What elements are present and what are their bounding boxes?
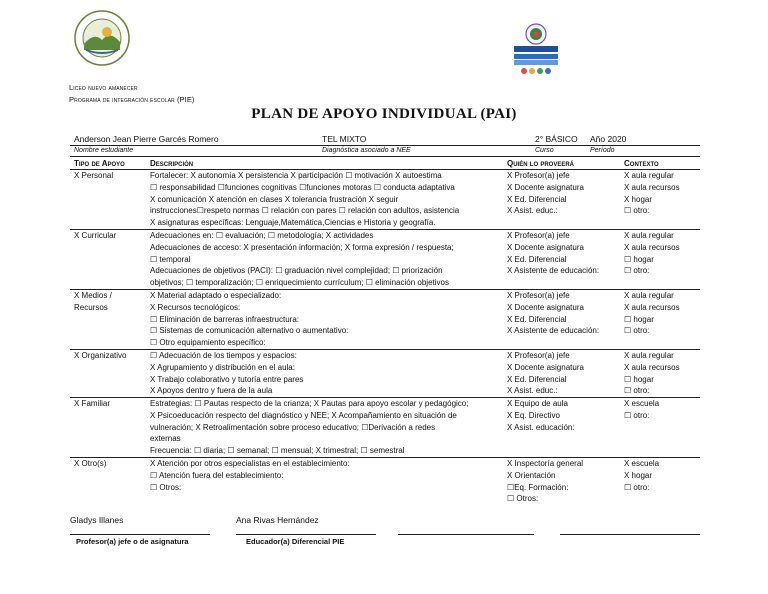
page-title: PLAN DE APOYO INDIVIDUAL (PAI) [251, 106, 517, 122]
row-context: X aula regular X aula recursos ☐ hogar ☐ otro: [624, 351, 680, 396]
school-name: Liceo nuevo amanecer [69, 83, 138, 92]
row-type: X Otro(s) [74, 459, 107, 468]
row-provider: X Equipo de aula X Eq. Directivo X Asist. educación: [507, 399, 575, 432]
row-context: X aula regular X aula recursos X hogar ☐ otro: [624, 171, 680, 216]
row-provider: X Profesor(a) jefe X Docente asignatura X Ed. Diferencial X Asistente de educación: [507, 231, 600, 276]
row-provider: X Profesor(a) jefe X Docente asignatura X Ed. Diferencial X Asist. educ.: [507, 171, 584, 216]
row-description: X Material adaptado o especializado: X Recursos tecnológicos: ☐ Eliminación de barreras infraestructura: ☐ Sistemas de comunicación alternativo o aumentativo: ☐ Otro equipamiento específico: [150, 291, 349, 348]
row-type: X Medios / Recursos [74, 291, 112, 312]
row-type: X Personal [74, 171, 114, 180]
row-context: X aula regular X aula recursos ☐ hogar ☐ otro: [624, 231, 680, 276]
signature-role-teacher: Profesor(a) jefe o de asignatura [76, 537, 189, 546]
student-name-label: Nombre estudiante [74, 147, 134, 154]
row-context: X escuela ☐ otro: [624, 399, 660, 420]
school-seal-logo [74, 10, 130, 66]
col-header-description: Descripción [150, 159, 194, 168]
signature-name-educator: Ana Rivas Hernández [236, 515, 319, 525]
course-label: Curso [535, 147, 554, 154]
comudef-logo-icon [508, 22, 564, 78]
row-description: Estrategias: ☐ Pautas respecto de la crianza; X Pautas para apoyo escolar y pedagógico; X Psicoeducación respecto del diagnóstico y NEE; X Acompañamiento en situación de vulneración; X Retroalimentación sobre proceso educativo; ☐Derivación a redes externas Frecuencia: ☐ diaria; ☐ semanal; ☐ mensual; X trimestral; ☐ semestral [150, 399, 469, 456]
signature-role-educator: Educador(a) Diferencial PIE [246, 537, 345, 546]
col-header-provider: Quién lo proveerá [507, 159, 575, 168]
signature-name-teacher: Gladys Illanes [70, 515, 124, 525]
row-provider: X Inspectoría general X Orientación ☐Eq. Formación: ☐ Otros: [507, 459, 584, 504]
row-description: ☐ Adecuación de los tiempos y espacios: X Agrupamiento y distribución en el aula: X Trabajo colaborativo y tutoría entre pares X Apoyos dentro y fuera de la aula [150, 351, 304, 396]
row-context: X escuela X hogar ☐ otro: [624, 459, 660, 492]
comudef-logo [508, 22, 564, 78]
row-type: X Familiar [74, 399, 111, 408]
period-value: Año 2020 [590, 134, 627, 144]
row-description: X Atención por otros especialistas en el establecimiento: ☐ Atención fuera del establecimiento: ☐ Otros: [150, 459, 350, 492]
diagnosis-label: Diagnóstica asociado a NEE [322, 147, 411, 154]
course-value: 2° BÁSICO [535, 134, 578, 144]
row-type: X Curricular [74, 231, 117, 240]
school-seal-icon [74, 10, 130, 66]
student-name: Anderson Jean Pierre Garcés Romero [74, 134, 219, 144]
row-provider: X Profesor(a) jefe X Docente asignatura X Ed. Diferencial X Asist. educ.: [507, 351, 584, 396]
col-header-type: Tipo de Apoyo [74, 159, 125, 168]
col-header-context: Contexto [624, 159, 659, 168]
period-label: Período [590, 147, 615, 154]
row-description: Fortalecer: X autonomía X persistencia X participación ☐ motivación X autoestima ☐ responsabilidad ☐funciones cognitivas ☐funciones motoras ☐ conducta adaptativa X comunicación X atención en clases X tolerancia frustración X seguir instrucciones☐respeto normas ☐ relación con pares ☐ relación con adultos, asistencia X asignaturas específicas: Lenguaje,Matemática,Ciencias e Historia y geografía. [150, 171, 460, 228]
row-provider: X Profesor(a) jefe X Docente asignatura X Ed. Diferencial X Asistente de educación: [507, 291, 600, 336]
row-description: Adecuaciones en: ☐ evaluación; ☐ metodología; X actividades Adecuaciones de acceso: X presentación información; X forma expresión / respuesta; ☐ temporal Adecuaciones de objetivos (PACI): ☐ graduación nivel complejidad; ☐ priorización objetivos; ☐ temporalización; ☐ enriquecimiento currículum; ☐ eliminación objetivos [150, 231, 454, 288]
row-context: X aula regular X aula recursos ☐ hogar ☐ otro: [624, 291, 680, 336]
diagnosis-value: TEL MIXTO [322, 134, 367, 144]
program-name: Programa de integración escolar (PIE) [69, 95, 195, 104]
row-type: X Organizativo [74, 351, 127, 360]
